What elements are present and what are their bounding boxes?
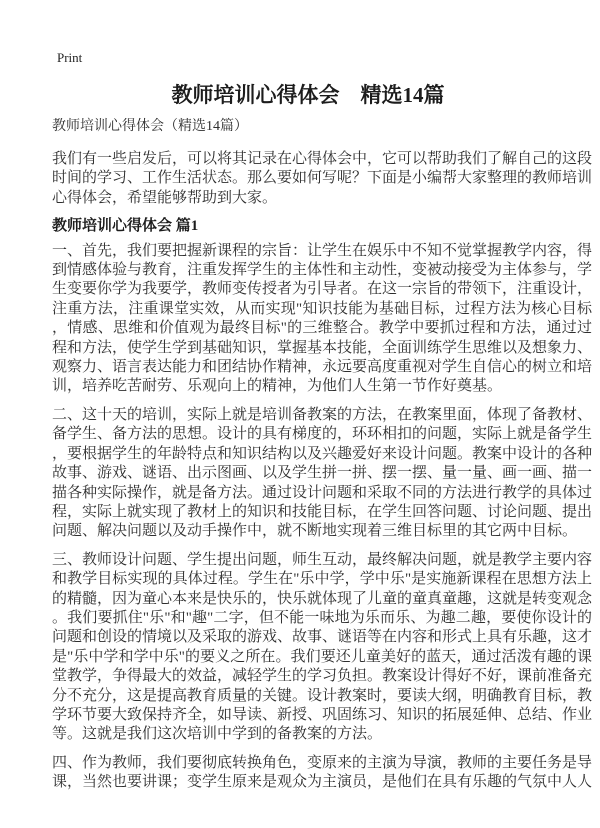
page-title: 教师培训心得体会 精选14篇 [171, 83, 445, 107]
document-subtitle: 教师培训心得体会（精选14篇） [52, 119, 248, 134]
intro-paragraph: 我们有一些启发后，可以将其记录在心得体会中，它可以帮助我们了解自己的这段时间的学习、工作生活状态。那么要如何写呢？下面是小编帮大家整理的教师培训心得体会，希望能够帮助到大家。 [52, 151, 593, 206]
body-paragraph: 三、教师设计问题、学生提出问题，师生互动，最终解决问题，就是教学主要内容和教学目标实现的具体过程。学生在"乐中学，学中乐"是实施新课程在思想方法上的精髓，因为童心本来是快乐的，快乐就体现了儿童的童真童趣，这就是转变观念。我们要抓住"乐"和"趣"二字，但不能一味地为乐而乐、为趣二趣，要使你设计的问题和创设的情境以及采取的游戏、故事、谜语等在内容和形式上具有乐趣，这才是"乐中学和学中乐"的要义之所在。我们要还儿童美好的蓝天，通过活泼有趣的课堂教学，争得最大的效益，减轻学生的学习负担。教案设计得好不好，课前准备充分不充分，这是提高教育质量的关键。设计教案时，要读大纲，明确教育目标，教学环节要大致保持齐全，如导读、新授、巩固练习、知识的拓展延伸、总结、作业等。这就是我们这次培训中学到的备教案的方法。 [52, 551, 593, 743]
section-heading: 教师培训心得体会 篇1 [52, 218, 199, 235]
body-paragraph: 四、作为教师，我们要彻底转换角色，变原来的主演为导演，教师的主要任务是导课，当然也要讲课；变学生原来是观众为主演员，是他们在具有乐趣的气氛中人人 [52, 754, 593, 791]
document-body [52, 150, 592, 793]
body-paragraph: 二、这十天的培训，实际上就是培训备教案的方法，在教案里面，体现了备教材、备学生、备方法的思想。设计的具有梯度的，环环相扣的问题，实际上就是备学生，要根据学生的年龄特点和知识结构以及兴趣爱好来设计问题。教案中设计的各种故事、游戏、谜语、出示图画、以及学生拼一拼、摆一摆、量一量、画一画、描一描各种实际操作，就是备方法。通过设计问题和采取不同的方法进行教学的具体过程，实际上就实现了教材上的知识和技能目标，在学生回答问题、讨论问题、提出问题、解决问题以及动手操作中，就不断地实现着三维目标里的其它两中目标。 [52, 406, 593, 540]
body-paragraph: 一、首先，我们要把握新课程的宗旨：让学生在娱乐中不知不觉掌握教学内容，得到情感体验与教育，注重发挥学生的主体性和主动性，变被动接受为主体参与，学生变要你学为我要学，教师变传授者为引导者。在这一宗旨的带领下，注重设计，注重方法，注重课堂实效，从而实现"知识技能为基础目标，过程方法为核心目标，情感、思维和价值观为最终目标"的三维整合。教学中要抓过程和方法，通过过程和方法，使学生学到基础知识，掌握基本技能，全面训练学生思维以及想象力、观察力、语言表达能力和团结协作精神，永远要高度重视对学生自信心的树立和培训，培养吃苦耐劳、乐观向上的精神，为他们人生第一节作好奠基。 [52, 242, 593, 395]
print-link[interactable]: Print [57, 50, 83, 65]
